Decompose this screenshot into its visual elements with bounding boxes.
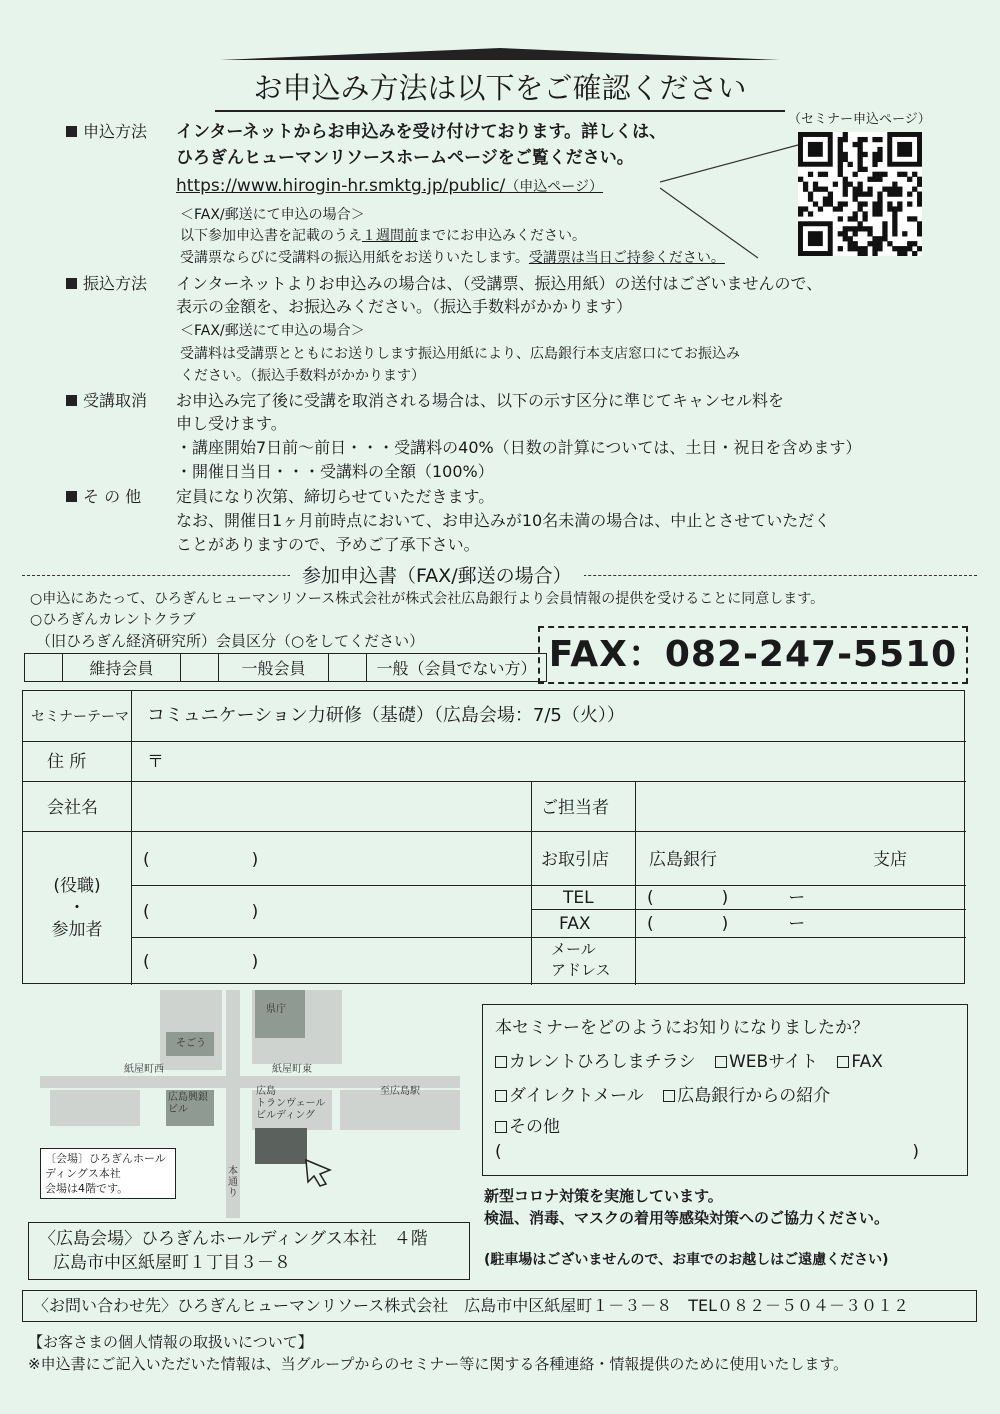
bank-label: お取引店 — [541, 850, 609, 870]
member-mark-cell[interactable] — [329, 654, 367, 682]
apply-fax-head: ＜FAX/郵送にて申込の場合＞ — [180, 207, 365, 223]
tel-label: TEL — [563, 888, 594, 908]
checkbox-icon — [715, 1056, 727, 1068]
cancel-label: 受講取消 — [66, 390, 147, 412]
bank-name: 広島銀行 — [649, 850, 717, 870]
inquiry-box: 〈お問い合わせ先〉ひろぎんヒューマンリソース株式会社 広島市中区紙屋町１－３－８ TEL０８２－５０４－３０１２ — [22, 1290, 977, 1322]
consent-text: ○申込にあたって、ひろぎんヒューマンリソース株式会社が株式会社広島銀行より会員情報の提供を受けることに同意します。 — [30, 591, 825, 607]
cancel-line2: 申し受けます。 — [176, 414, 287, 433]
other-line1: 定員になり次第、締切らせていただきます。 — [176, 487, 495, 506]
covid-notice-1: 新型コロナ対策を実施しています。 — [484, 1187, 723, 1205]
survey-option-flyer[interactable]: カレントひろしまチラシ — [495, 1052, 696, 1072]
contact-label: ご担当者 — [541, 798, 609, 818]
survey-row-2 — [495, 1079, 955, 1113]
bullet-icon — [66, 278, 77, 289]
apply-url-link[interactable]: https://www.hirogin-hr.smktg.jp/public/（申込ページ） — [176, 176, 604, 196]
branch-field[interactable] — [713, 835, 869, 881]
club-note: （旧ひろぎん経済研究所）会員区分（○をしてください） — [36, 632, 425, 650]
checkbox-icon — [495, 1121, 507, 1133]
checkbox-icon — [495, 1090, 507, 1102]
privacy-title: 【お客さまの個人情報の取扱いについて】 — [28, 1333, 313, 1351]
tel-field[interactable]: ( ) ー — [647, 888, 806, 908]
transfer-fax-line2: ください。（振込手数料がかかります） — [180, 368, 425, 384]
venue-map — [40, 990, 460, 1218]
qr-code[interactable] — [798, 132, 922, 256]
address-field[interactable]: 〒 — [147, 752, 164, 772]
checkbox-icon — [837, 1056, 849, 1068]
map-label-kencho: 県庁 — [266, 1004, 286, 1015]
checkbox-icon — [663, 1090, 675, 1102]
page-title: お申込み方法は以下をご確認ください — [253, 71, 747, 105]
branch-label: 支店 — [873, 850, 907, 870]
member-mark-cell[interactable] — [25, 654, 63, 682]
seminar-value: コミュニケーション力研修（基礎）（広島会場：7/5（火）） — [147, 705, 625, 726]
fax-field[interactable]: ( ) ー — [647, 914, 806, 934]
bullet-icon — [66, 395, 77, 406]
cancel-line4: ・開催日当日・・・受講料の全額（100%） — [176, 462, 494, 481]
transfer-fax-line1: 受講料は受講票とともにお送りします振込用紙により、広島銀行本支店窓口にてお振込み — [180, 346, 740, 362]
privacy-body: ※申込書にご記入いただいた情報は、当グループからのセミナー等に関する各種連絡・情報提供のために使用いたします。 — [28, 1355, 849, 1373]
participant-field-2[interactable]: ( ) — [143, 902, 259, 922]
survey-box — [482, 1004, 968, 1176]
apply-fax-line2: 受講票ならびに受講料の振込用紙をお送りいたします。受講票は当日ご持参ください。 — [180, 250, 725, 266]
map-label-kamiyacho-east: 紙屋町東 — [272, 1064, 312, 1075]
survey-option-web[interactable]: WEBサイト — [715, 1052, 818, 1072]
contact-field[interactable] — [639, 785, 961, 827]
survey-option-fax[interactable]: FAX — [837, 1052, 883, 1072]
map-label-hondori: 本通り — [228, 1166, 238, 1199]
bullet-icon — [66, 491, 77, 502]
member-mark-cell[interactable] — [181, 654, 219, 682]
survey-other-field[interactable]: ( ) — [495, 1142, 919, 1162]
map-label-to-station: 至広島駅 — [380, 1086, 420, 1097]
map-label-sogo: そごう — [176, 1038, 206, 1049]
transfer-line2: 表示の金額を、お振込みください。（振込手数料がかかります） — [176, 297, 633, 316]
participant-field-3[interactable]: ( ) — [143, 952, 259, 972]
survey-option-other[interactable]: その他 — [495, 1113, 955, 1141]
apply-fax-line1: 以下参加申込書を記載のうえ１週間前までにお申込みください。 — [180, 228, 586, 244]
venue-box — [28, 1222, 470, 1280]
covid-notice-2: 検温、消毒、マスクの着用等感染対策へのご協力ください。 — [484, 1209, 890, 1227]
header-rule — [220, 48, 780, 60]
role-label: (役職) ・ 参加者 — [51, 876, 103, 940]
map-label-transvel: 広島 トランヴェール ビルディング — [256, 1086, 326, 1121]
participant-field-1[interactable]: ( ) — [143, 850, 259, 870]
transfer-label: 振込方法 — [66, 273, 147, 295]
apply-label: 申込方法 — [66, 121, 147, 143]
survey-option-dm[interactable]: ダイレクトメール — [495, 1086, 644, 1106]
transfer-line1: インターネットよりお申込みの場合は、（受講票、振込用紙）の送付はございませんので、 — [176, 274, 823, 293]
member-type-maintain: 維持会員 — [63, 654, 181, 682]
other-line2: なお、開催日1ヶ月前時点において、お申込みが10名未満の場合は、中止とさせていただく — [176, 511, 831, 530]
fax-number: FAX：082-247-5510 — [538, 626, 968, 684]
member-type-general: 一般会員 — [219, 654, 329, 682]
checkbox-icon — [495, 1056, 507, 1068]
apply-line2: ひろぎんヒューマンリソースホームページをご覧ください。 — [176, 148, 634, 168]
bullet-icon — [66, 126, 77, 137]
other-line3: ことがありますので、予めご了承下さい。 — [176, 535, 480, 554]
venue-line2: 広島市中区紙屋町１丁目３－８ — [53, 1253, 291, 1273]
cancel-line3: ・講座開始7日前～前日・・・受講料の40%（日数の計算については、土日・祝日を含めます） — [176, 438, 862, 457]
member-type-table — [24, 653, 547, 682]
survey-row-1 — [495, 1045, 955, 1079]
club-text: ○ひろぎんカレントクラブ — [30, 612, 196, 628]
survey-option-bank[interactable]: 広島銀行からの紹介 — [663, 1086, 830, 1106]
mail-field[interactable] — [639, 941, 961, 981]
apply-line1: インターネットからお申込みを受け付けております。詳しくは、 — [176, 122, 667, 142]
seminar-label: セミナーテーマ — [31, 709, 129, 725]
venue-line1: 〈広島会場〉ひろぎんホールディングス本社 ４階 — [39, 1229, 428, 1249]
transfer-fax-head: ＜FAX/郵送にて申込の場合＞ — [180, 323, 365, 339]
qr-caption: （セミナー申込ページ） — [788, 112, 931, 127]
cancel-line1: お申込み完了後に受講を取消される場合は、以下の示す区分に準じてキャンセル料を — [176, 391, 785, 410]
mail-label: メール アドレス — [551, 940, 611, 979]
parking-notice: (駐車場はございませんので、お車でのお越しはご遠慮ください) — [484, 1252, 889, 1268]
company-field[interactable] — [135, 785, 525, 827]
other-label: そ の 他 — [66, 486, 141, 508]
form-title: 参加申込書（FAX/郵送の場合） — [290, 562, 584, 590]
application-form — [22, 690, 965, 984]
survey-question: 本セミナーをどのようにお知りになりましたか？ — [495, 1018, 869, 1038]
fax-label: FAX — [559, 914, 591, 934]
company-label: 会社名 — [47, 798, 98, 818]
address-label: 住 所 — [47, 752, 87, 772]
map-label-kosho-building: 広島興銀 ビル — [168, 1092, 208, 1115]
member-type-nonmember: 一般（会員でない方） — [367, 654, 547, 682]
map-label-kamiyacho-west: 紙屋町西 — [124, 1064, 164, 1075]
title-underline — [215, 110, 785, 112]
map-venue-callout: 〔会場〕ひろぎんホール ディングス本社 会場は4階です。 — [40, 1148, 176, 1199]
